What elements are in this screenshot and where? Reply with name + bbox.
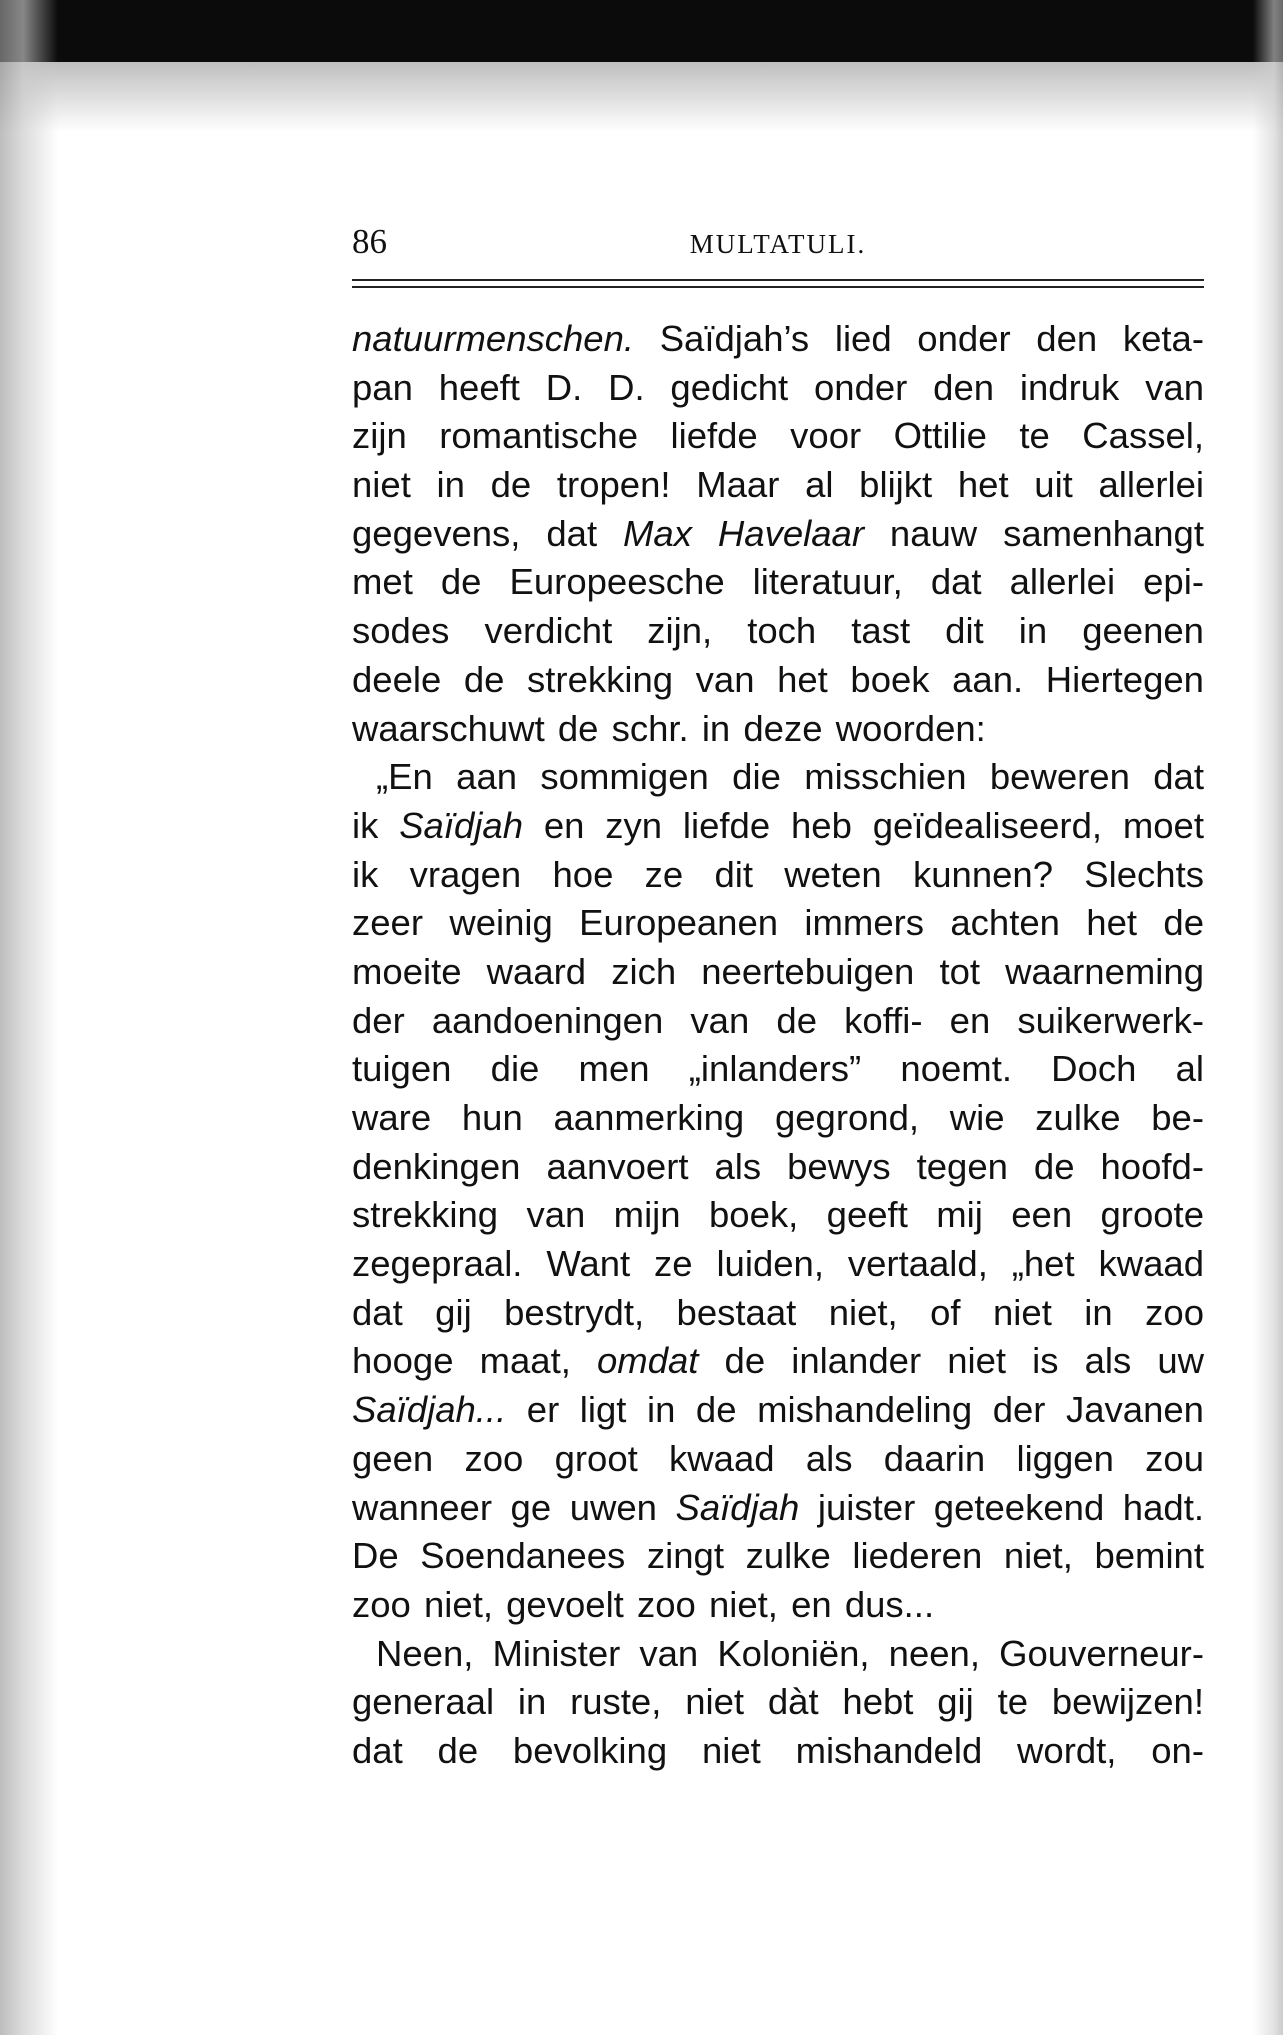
text-line — [352, 1484, 1204, 1533]
italic-name: Saïdjah — [675, 1486, 800, 1528]
page-number: 86 — [352, 222, 387, 261]
header-rule-top — [352, 279, 1204, 281]
text-run: nauw samenhangt — [863, 512, 1204, 554]
text-line: moeite waard zich neertebuigen tot waarneming — [352, 950, 1204, 992]
text-run: er ligt in de mishandeling der Javanen — [506, 1389, 1204, 1431]
text-line — [352, 802, 1204, 851]
text-run: wanneer ge uwen — [352, 1486, 676, 1528]
paragraph-start-line: Neen, Minister van Koloniën, neen, Gouverneur- — [376, 1632, 1204, 1674]
text-line: zegepraal. Want ze luiden, vertaald, „het kwaad — [352, 1243, 1204, 1285]
italic-title: Max Havelaar — [623, 512, 864, 554]
text-run: gegevens, dat — [352, 512, 624, 554]
text-line: De Soendanees zingt zulke liederen niet, bemint — [352, 1535, 1204, 1577]
text-line: der aandoeningen van de koffi- en suikerwerk- — [352, 999, 1204, 1041]
text-line: ware hun aanmerking gegrond, wie zulke be- — [352, 1097, 1204, 1138]
text-line: dat de bevolking niet mishandeld wordt, on- — [352, 1729, 1204, 1771]
running-title: MULTATULI. — [689, 229, 867, 259]
scan-left-edge — [0, 0, 58, 2035]
text-line: zoo niet, gevoelt zoo niet, en dus... — [352, 1583, 935, 1625]
text-line: deele de strekking van het boek aan. Hiertegen — [352, 658, 1204, 700]
text-line — [352, 315, 1204, 364]
italic-name: Saïdjah — [399, 804, 523, 846]
text-line: sodes verdicht zijn, toch tast dit in geenen — [352, 610, 1204, 652]
text-run: juister geteekend hadt. — [799, 1486, 1204, 1528]
text-line: generaal in ruste, niet dàt hebt gij te bewijzen! — [352, 1681, 1204, 1723]
text-line: denkingen aanvoert als bewys tegen de hoofd- — [352, 1145, 1204, 1187]
text-line: tuigen die men „inlanders” noemt. Doch al — [352, 1048, 1204, 1090]
page-header — [352, 220, 1204, 264]
text-line: strekking van mijn boek, geeft mij een groote — [352, 1194, 1204, 1236]
text-line — [352, 1337, 1204, 1386]
scan-top-border — [0, 0, 1283, 62]
text-line: zeer weinig Europeanen immers achten het de — [352, 902, 1204, 944]
page-body — [352, 315, 1204, 1776]
text-line: ik vragen hoe ze dit weten kunnen? Slechts — [352, 853, 1204, 895]
header-rule-bottom — [352, 286, 1204, 288]
text-run: de inlander niet is als uw — [698, 1340, 1204, 1382]
text-run: Saïdjah’s lied onder den keta- — [634, 318, 1204, 359]
text-run: hooge maat, — [352, 1340, 597, 1382]
quote-start-line: „En aan sommigen die misschien beweren dat — [376, 756, 1204, 798]
text-line: niet in de tropen! Maar al blijkt het uit allerlei — [352, 464, 1204, 506]
text-line: dat gij bestrydt, bestaat niet, of niet in zoo — [352, 1291, 1204, 1333]
text-line — [352, 510, 1204, 559]
text-run: ik — [352, 804, 400, 846]
scan-right-edge — [1253, 0, 1283, 2035]
scan-shadow — [0, 62, 1283, 132]
italic-word: omdat — [596, 1340, 699, 1382]
text-line: pan heeft D. D. gedicht onder den indruk van — [352, 366, 1204, 408]
text-line — [352, 1386, 1204, 1435]
italic-term: natuurmenschen. — [352, 318, 635, 359]
text-line: met de Europeesche literatuur, dat allerlei epi- — [352, 561, 1204, 603]
text-line: zijn romantische liefde voor Ottilie te Cassel, — [352, 415, 1204, 457]
text-line: geen zoo groot kwaad als daarin liggen zou — [352, 1437, 1204, 1479]
text-run: en zyn liefde heb geïdealiseerd, moet — [523, 804, 1204, 846]
text-line: waarschuwt de schr. in deze woorden: — [352, 707, 986, 749]
italic-name: Saïdjah... — [352, 1389, 507, 1431]
